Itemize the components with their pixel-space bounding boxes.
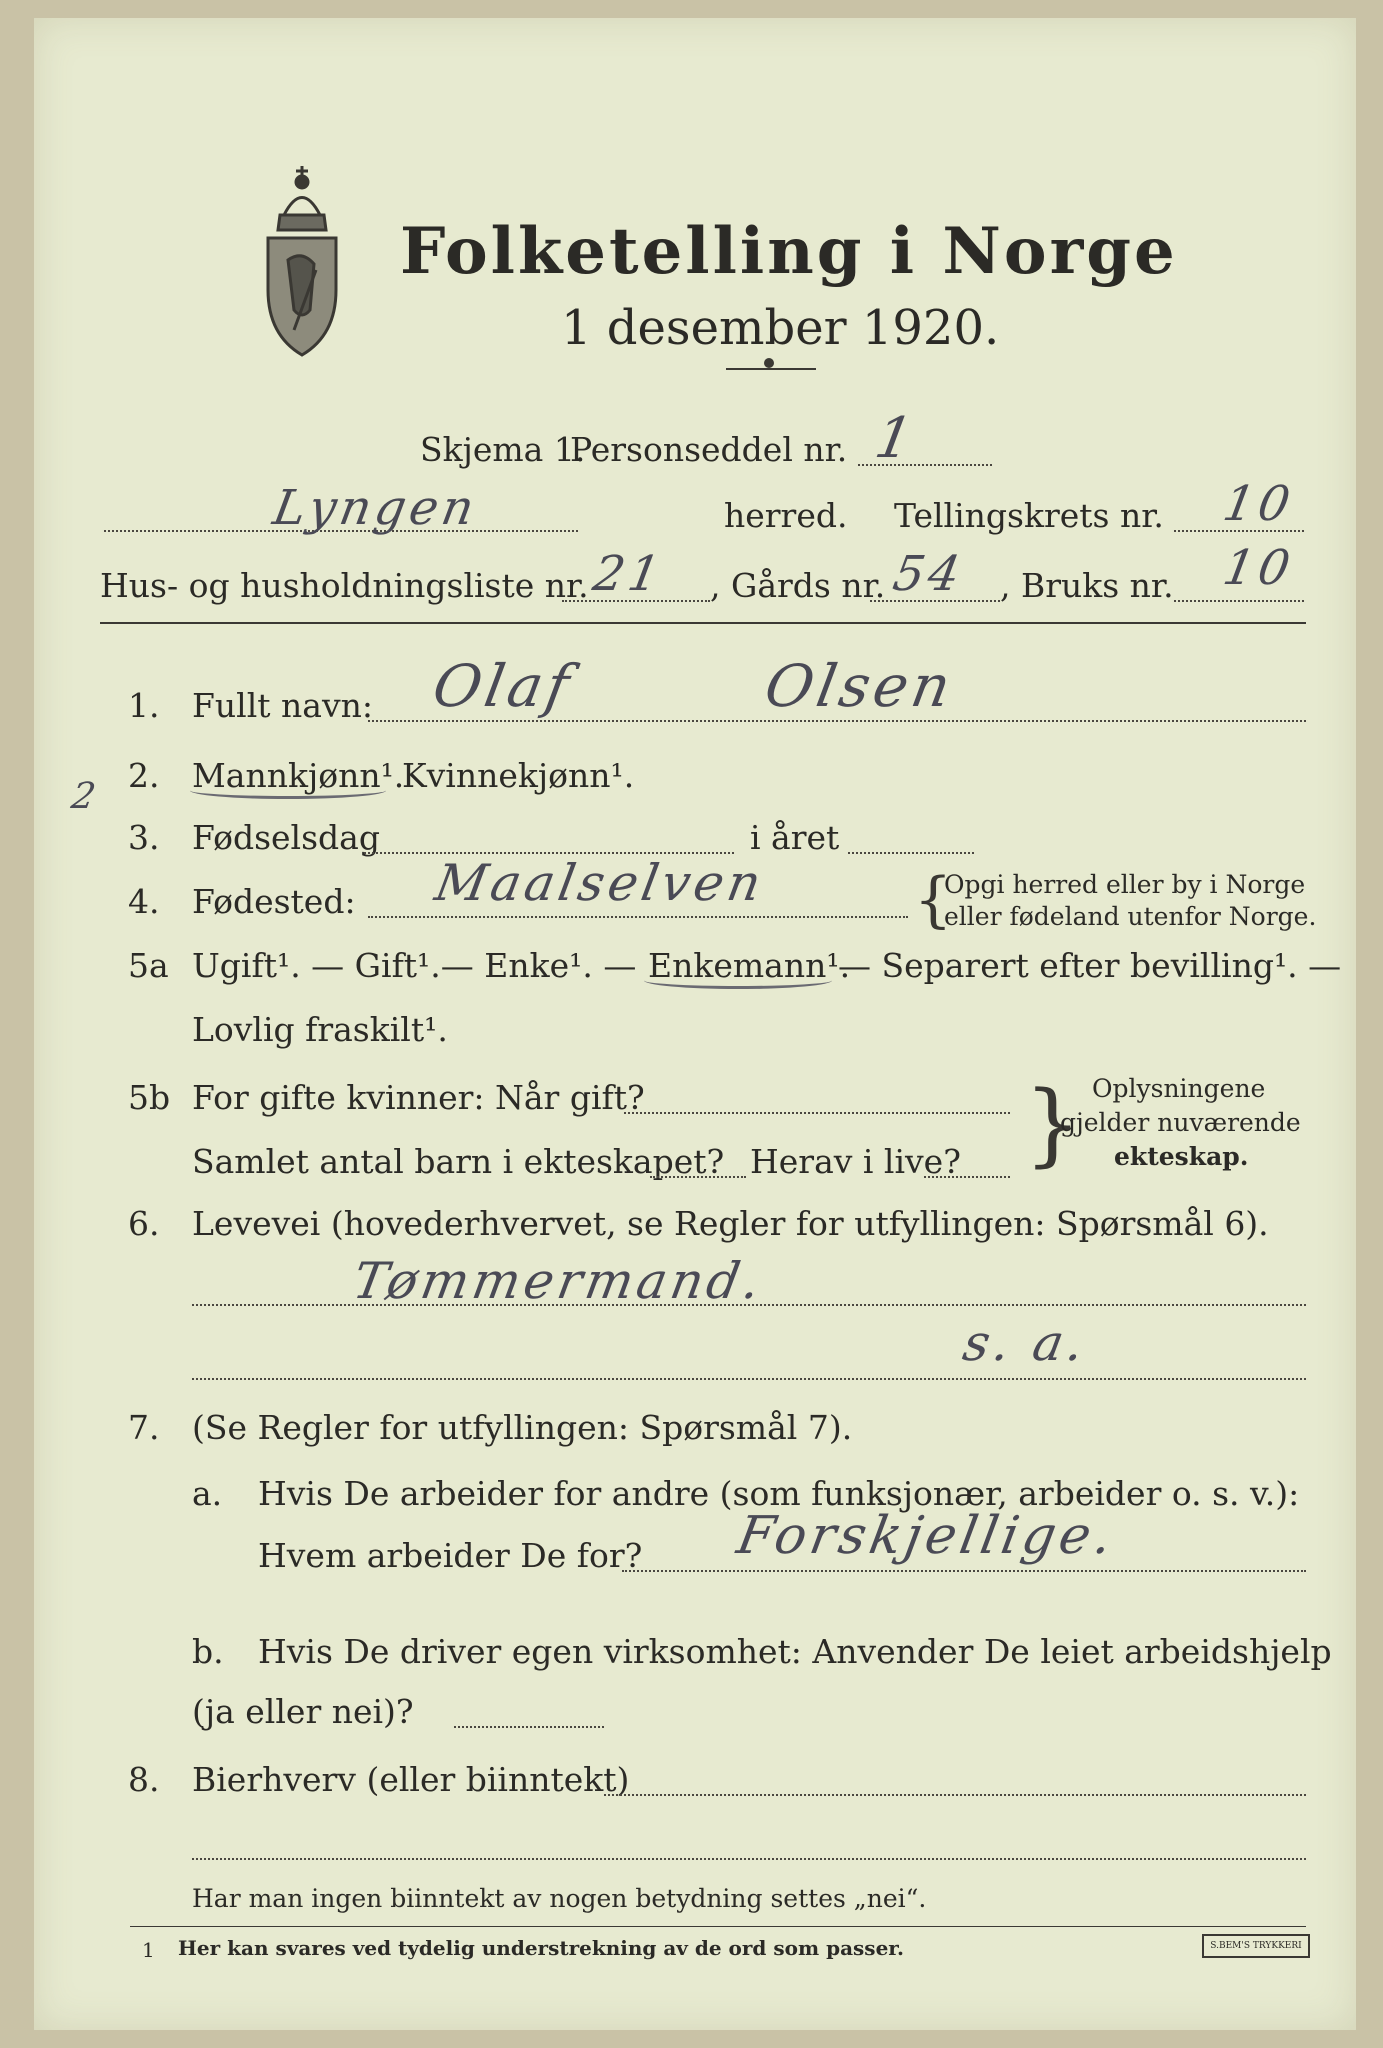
q4-note-line1: Opgi herred eller by i Norge — [944, 870, 1306, 899]
q3-label: Fødselsdag — [192, 818, 380, 857]
q4-value[interactable]: Maalselven — [430, 854, 770, 912]
tellingskrets-label: Tellingskrets nr. — [894, 496, 1164, 535]
q5b-brace: } — [1024, 1072, 1082, 1177]
q5a-options-a[interactable]: Ugift¹. — Gift¹.— Enke¹. — — [192, 946, 637, 985]
q5b-married-line — [624, 1112, 1010, 1114]
q1-number: 1. — [128, 686, 160, 725]
q5a-option-enkemann[interactable]: Enkemann¹. — [648, 946, 851, 985]
herred-value[interactable]: Lyngen — [269, 480, 483, 536]
gards-label: , Gårds nr. — [710, 566, 886, 605]
bruks-value[interactable]: 10 — [1219, 540, 1299, 596]
q5b-children-line — [650, 1176, 746, 1178]
footnote-divider — [130, 1926, 1306, 1927]
q2-number: 2. — [128, 756, 160, 795]
bruks-line — [1174, 600, 1304, 602]
coat-of-arms-icon — [254, 160, 350, 360]
q1-label: Fullt navn: — [192, 686, 373, 725]
q5b-note-line1: Oplysningene — [1092, 1074, 1266, 1103]
q2-margin-mark: 2 — [68, 776, 103, 817]
q2-female-option[interactable]: Kvinnekjønn¹. — [402, 756, 635, 795]
footnote-mark: 1 — [142, 1938, 155, 1962]
q5a-enkemann-underline — [644, 972, 832, 989]
hus-value[interactable]: 21 — [589, 546, 669, 602]
q1-line — [368, 720, 1306, 722]
q7b-question: (ja eller nei)? — [192, 1692, 414, 1731]
q5a-option-fraskilt[interactable]: Lovlig fraskilt¹. — [192, 1010, 448, 1049]
q5a-options-c[interactable]: — Separert efter bevilling¹. — — [838, 946, 1342, 985]
q8-label: Bierhverv (eller biinntekt) — [192, 1760, 630, 1799]
title-divider — [726, 368, 816, 370]
q7a-value[interactable]: Forskjellige. — [732, 1506, 1121, 1566]
q3-year-label: i året — [750, 818, 840, 857]
q2-male-underline — [190, 782, 386, 799]
q6-line1 — [192, 1304, 1306, 1306]
form-title: Folketelling i Norge — [400, 214, 1178, 289]
schema-label: Skjema 1. — [420, 430, 586, 469]
bruks-label: , Bruks nr. — [1000, 566, 1174, 605]
q4-number: 4. — [128, 882, 160, 921]
q7-number: 7. — [128, 1408, 160, 1447]
q7b-number: b. — [192, 1632, 224, 1671]
q7a-line — [622, 1570, 1306, 1572]
q6-line2 — [192, 1378, 1306, 1380]
q7-label: (Se Regler for utfyllingen: Spørsmål 7). — [192, 1408, 853, 1447]
q6-value2[interactable]: s. a. — [958, 1314, 1093, 1372]
q1-first-name[interactable]: Olaf — [428, 652, 579, 720]
gards-value[interactable]: 54 — [889, 546, 969, 602]
q6-label: Levevei (hovederhvervet, se Regler for utfyllingen: Spørsmål 6). — [192, 1204, 1269, 1243]
title-divider-dot — [764, 358, 774, 368]
q8-line1 — [604, 1794, 1306, 1796]
personseddel-label: Personseddel nr. — [570, 430, 848, 469]
q2-male-option[interactable]: Mannkjønn¹. — [192, 756, 405, 795]
q5b-alive-label: Herav i live? — [750, 1142, 961, 1181]
q7b-line — [454, 1726, 604, 1728]
q4-note-line2: eller fødeland utenfor Norge. — [944, 902, 1317, 931]
q8-note: Har man ingen biinntekt av nogen betydning settes „nei“. — [192, 1884, 927, 1913]
footnote-text: Her kan svares ved tydelig understrekning av de ord som passer. — [178, 1936, 904, 1960]
herred-label: herred. — [724, 496, 848, 535]
q1-last-name[interactable]: Olsen — [760, 652, 960, 720]
q3-year-line — [848, 852, 974, 854]
q8-line2 — [192, 1858, 1306, 1860]
q6-value[interactable]: Tømmermand. — [348, 1252, 769, 1310]
census-form — [34, 18, 1356, 2030]
q5b-children-label: Samlet antal barn i ekteskapet? — [192, 1142, 725, 1181]
q7b-text: Hvis De driver egen virksomhet: Anvender De leiet arbeidshjelp — [258, 1632, 1332, 1671]
hus-label: Hus- og husholdningsliste nr. — [100, 566, 589, 605]
tellingskrets-value[interactable]: 10 — [1219, 476, 1299, 532]
q5b-note-line3: ekteskap. — [1114, 1142, 1249, 1171]
q5b-number: 5b — [128, 1078, 171, 1117]
q5a-number: 5a — [128, 946, 169, 985]
q4-brace: { — [914, 865, 953, 935]
header-divider — [100, 622, 1306, 624]
q5b-note-line2: gjelder nuværende — [1060, 1108, 1301, 1137]
q4-label: Fødested: — [192, 882, 356, 921]
personseddel-value[interactable]: 1 — [870, 406, 922, 471]
printer-mark: S.BEM'S TRYKKERI — [1202, 1934, 1310, 1958]
q5b-alive-line — [924, 1176, 1010, 1178]
q8-number: 8. — [128, 1760, 160, 1799]
q7a-question: Hvem arbeider De for? — [258, 1536, 643, 1575]
q7a-text: Hvis De arbeider for andre (som funksjonær, arbeider o. s. v.): — [258, 1474, 1300, 1513]
q4-line — [368, 916, 908, 918]
q3-number: 3. — [128, 818, 160, 857]
q7a-number: a. — [192, 1474, 223, 1513]
q5b-label: For gifte kvinner: Når gift? — [192, 1078, 645, 1117]
q6-number: 6. — [128, 1204, 160, 1243]
census-date: 1 desember 1920. — [561, 300, 1000, 356]
